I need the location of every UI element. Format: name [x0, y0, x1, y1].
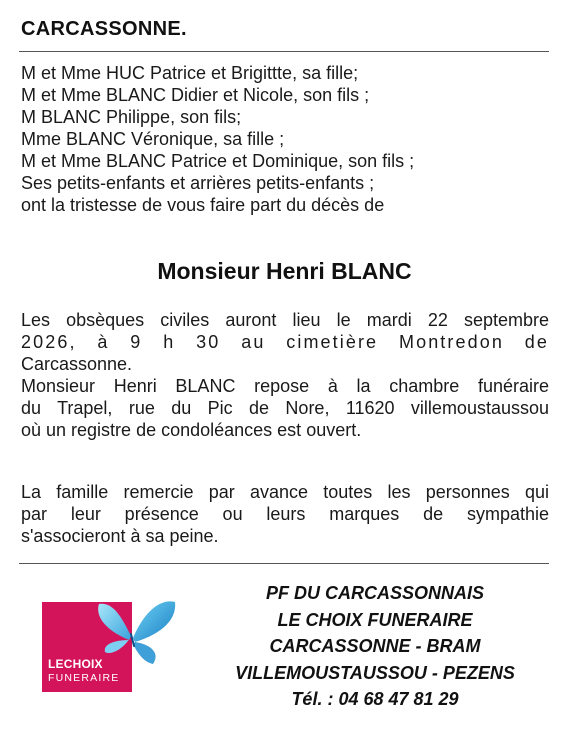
- family-line: Mme BLANC Véronique, sa fille ;: [21, 129, 285, 149]
- ceremony-line: où un registre de condoléances est ouvert.: [21, 420, 362, 440]
- funeral-home-contact: [220, 580, 530, 713]
- divider-top: [19, 51, 549, 52]
- thanks-line: par leur présence ou leurs marques de sympathie: [21, 504, 549, 524]
- funeral-home-line: PF DU CARCASSONNAIS: [265, 583, 484, 603]
- deceased-name: Monsieur Henri BLANC: [157, 258, 412, 284]
- family-list: [21, 62, 549, 216]
- ceremony-line: Monsieur Henri BLANC repose à la chambre funéraire: [21, 376, 549, 396]
- thanks-paragraph: [21, 481, 549, 547]
- ceremony-line: 2026, à 9 h 30 au cimetière Montredon de: [21, 332, 549, 352]
- town-heading: CARCASSONNE.: [21, 18, 187, 40]
- family-line: M et Mme BLANC Didier et Nicole, son fils ;: [21, 85, 370, 105]
- family-line: M et Mme HUC Patrice et Brigittte, sa fille;: [21, 63, 359, 83]
- funeral-home-line: VILLEMOUSTAUSSOU - PEZENS: [235, 662, 515, 683]
- ceremony-line: Carcassonne.: [21, 354, 133, 374]
- company-logo: [41, 600, 181, 700]
- logo-text-brand: LECHOIX: [48, 657, 103, 671]
- family-line: Ses petits-enfants et arrières petits-enfants ;: [21, 173, 375, 193]
- funeral-home-line: CARCASSONNE - BRAM: [269, 636, 481, 656]
- logo-text-sub: FUNERAIRE: [48, 672, 120, 684]
- funeral-home-line: LE CHOIX FUNERAIRE: [277, 609, 473, 630]
- ceremony-line: Les obsèques civiles auront lieu le mardi 22 septembre: [21, 310, 549, 330]
- divider-bottom: [19, 563, 549, 564]
- family-line: ont la tristesse de vous faire part du décès de: [21, 195, 385, 215]
- funeral-home-phone: Tél. : 04 68 47 81 29: [291, 689, 459, 709]
- family-line: M BLANC Philippe, son fils;: [21, 107, 242, 127]
- thanks-line: La famille remercie par avance toutes les personnes qui: [21, 482, 549, 502]
- butterfly-icon: [91, 596, 181, 676]
- ceremony-paragraph: [21, 309, 549, 441]
- family-line: M et Mme BLANC Patrice et Dominique, son fils ;: [21, 151, 415, 171]
- thanks-line: s'associeront à sa peine.: [21, 526, 219, 546]
- ceremony-line: du Trapel, rue du Pic de Nore, 11620 villemoustaussou: [21, 398, 549, 418]
